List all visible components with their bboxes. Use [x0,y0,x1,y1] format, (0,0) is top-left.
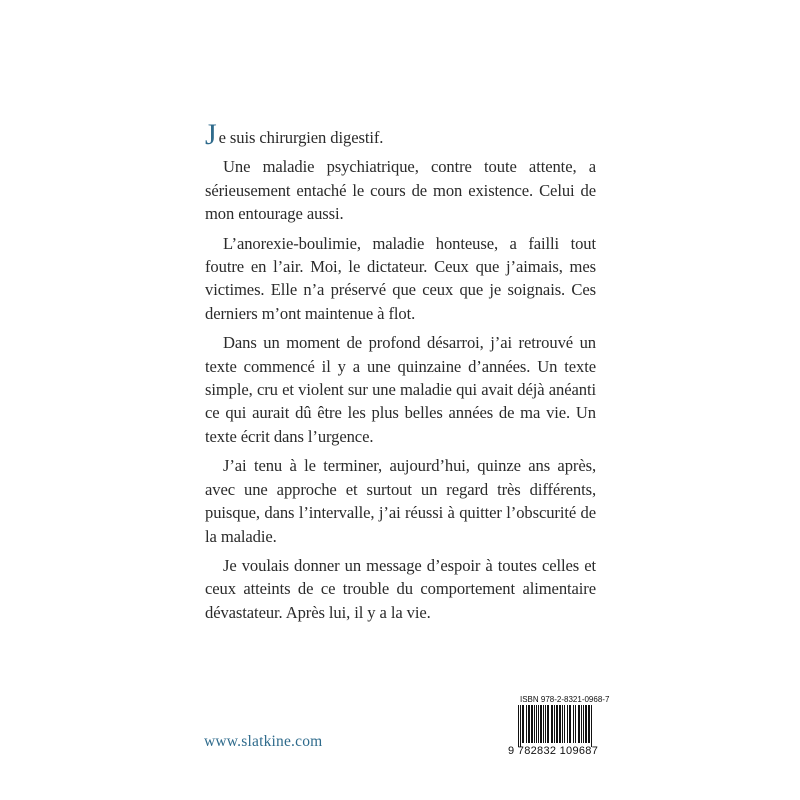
back-cover-blurb [205,118,596,630]
blurb-paragraph-1 [205,118,596,151]
blurb-paragraph-4: Dans un moment de profond désarroi, j’ai retrouvé un texte commencé il y a une quinzaine d’années. Un texte simple, cru et violent sur une maladie qui avait déjà anéanti ce qui aurait dû être les plus belles années de ma vie. Un texte écrit dans l’urgence. [205,333,596,446]
blurb-paragraph-2: Une maladie psychiatrique, contre toute attente, a sérieusement entaché le cours de mon existence. Celui de mon entourage aussi. [205,157,596,224]
isbn-digits: 9 782832 109687 [508,745,599,757]
blurb-paragraph-3: L’anorexie-boulimie, maladie honteuse, a failli tout foutre en l’air. Moi, le dictateur. Ceux que j’aimais, mes victimes. Elle n’a préservé que ceux que je soignais. Ces derniers m’ont maintenue à flot. [205,233,596,323]
blurb-paragraph-6: Je voulais donner un message d’espoir à toutes celles et ceux atteints de ce trouble du comportement alimentaire dévastateur. Après lui, il y a la vie. [205,555,596,622]
publisher-website[interactable]: www.slatkine.com [204,733,323,750]
isbn-barcode-block [508,695,610,757]
blurb-paragraph-5: J’ai tenu à le terminer, aujourd’hui, quinze ans après, avec une approche et surtout un regard très différents, puisque, dans l’intervalle, j’ai réussi à quitter l’obscurité de la maladie. [205,456,596,546]
barcode-icon [517,705,597,747]
drop-cap: J [205,118,217,151]
blurb-paragraph-1-text: e suis chirurgien digestif. [218,128,384,147]
isbn-label: ISBN 978-2-8321-0968-7 [520,695,610,704]
